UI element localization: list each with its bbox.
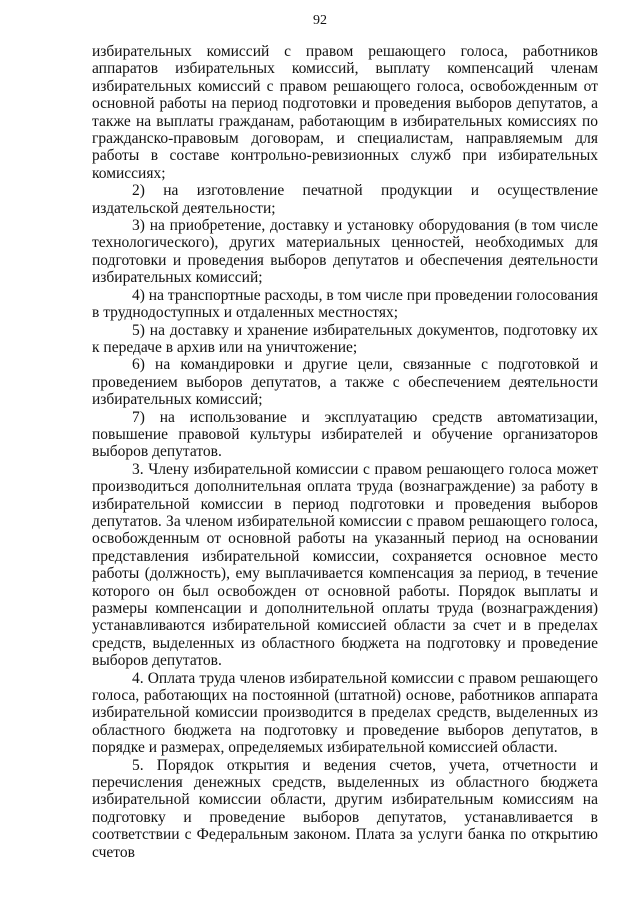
paragraph-section-5: 5. Порядок открытия и ведения счетов, учета, отчетности и перечисления денежных средств, выделенных из областного бюджета избирательной комиссии области, другим избирательным комиссиям на подготовку и проведение выборов депутатов, устанавливается в соответствии с Федеральным законом. Плата за услуги банка по открытию счетов <box>92 756 598 861</box>
paragraph-item-3: 3) на приобретение, доставку и установку оборудования (в том числе технологического), других материальных ценностей, необходимых для подготовки и проведения выборов депутатов и обеспечения деятельности избирательных комиссий; <box>92 217 598 287</box>
paragraph-item-4: 4) на транспортные расходы, в том числе при проведении голосования в труднодоступных и отдаленных местностях; <box>92 286 598 322</box>
paragraph-item-7: 7) на использование и эксплуатацию средств автоматизации, повышение правовой культуры избирателей и обучение организаторов выборов депутатов. <box>92 408 598 461</box>
paragraph-continuation: избирательных комиссий с правом решающего голоса, работников аппаратов избирательных комиссий, выплату компенсаций членам избирательных комиссий с правом решающего голоса, освобожденным от основной работы на период подготовки и проведения выборов депутатов, а также на выплаты гражданам, работающим в избирательных комиссиях по гражданско-правовым договорам, и специалистам, направляемым для работы в составе контрольно-ревизионных служб при избирательных комиссиях; <box>92 43 598 182</box>
body-text <box>92 43 598 861</box>
paragraph-item-6: 6) на командировки и другие цели, связанные с подготовкой и проведением выборов депутатов, а также с обеспечением деятельности избирательных комиссий; <box>92 356 598 409</box>
paragraph-section-3: 3. Члену избирательной комиссии с правом решающего голоса может производиться дополнительная оплата труда (вознаграждение) за работу в избирательной комиссии в период подготовки и проведения выборов депутатов. За членом избирательной комиссии с правом решающего голоса, освобожденным от основной работы на указанный период на основании представления избирательной комиссии, сохраняется основное место работы (должность), ему выплачивается компенсация за период, в течение которого он был освобожден от основной работы. Порядок выплаты и размеры компенсации и дополнительной оплаты труда (вознаграждения) устанавливаются избирательной комиссией области за счет и в пределах средств, выделенных из областного бюджета на подготовку и проведение выборов депутатов. <box>92 460 598 670</box>
paragraph-section-4: 4. Оплата труда членов избирательной комиссии с правом решающего голоса, работающих на постоянной (штатной) основе, работников аппарата избирательной комиссии производится в пределах средств, выделенных из областного бюджета на подготовку и проведение выборов депутатов, в порядке и размерах, определяемых избирательной комиссией области. <box>92 669 598 757</box>
paragraph-item-2: 2) на изготовление печатной продукции и осуществление издательской деятельности; <box>92 182 598 217</box>
paragraph-item-5: 5) на доставку и хранение избирательных документов, подготовку их к передаче в архив или на уничтожение; <box>92 321 598 356</box>
page-number: 92 <box>313 13 327 28</box>
